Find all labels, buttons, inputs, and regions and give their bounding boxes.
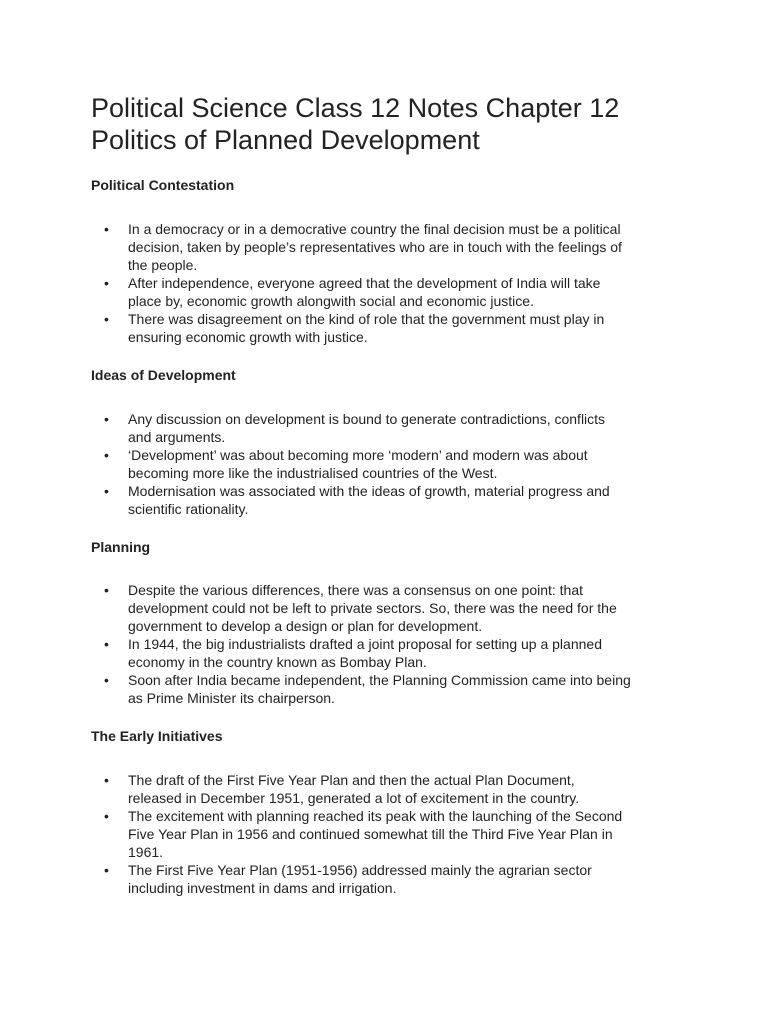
bullet-list	[91, 410, 691, 518]
list-item-text: as Prime Minister its chairperson.	[128, 690, 335, 706]
list-item-text: After independence, everyone agreed that the development of India will take	[128, 275, 601, 291]
list-item-text: decision, taken by people’s representatives who are in touch with the feelings of	[128, 239, 622, 255]
list-item	[91, 274, 691, 310]
list-item-text: becoming more like the industrialised countries of the West.	[128, 465, 498, 481]
list-item	[91, 635, 691, 671]
bullet-icon: •	[104, 808, 109, 824]
list-item-text: released in December 1951, generated a lot of excitement in the country.	[128, 790, 580, 806]
page-title	[91, 92, 731, 156]
bullet-list	[91, 771, 691, 897]
list-item-text: The excitement with planning reached its peak with the launching of the Second	[128, 808, 623, 824]
bullet-list	[91, 220, 691, 346]
list-item-text: economy in the country known as Bombay Plan.	[128, 654, 427, 670]
list-item-text: government to develop a design or plan for development.	[128, 618, 483, 634]
list-item-text: ‘Development’ was about becoming more ‘modern’ and modern was about	[128, 447, 588, 463]
list-item-text: The draft of the First Five Year Plan and then the actual Plan Document,	[128, 772, 575, 788]
bullet-icon: •	[104, 221, 109, 237]
list-item	[91, 220, 691, 274]
list-item	[91, 771, 691, 807]
list-item-text: In 1944, the big industrialists drafted a joint proposal for setting up a planned	[128, 636, 602, 652]
section-heading: Planning	[91, 539, 151, 555]
bullet-icon: •	[104, 582, 109, 598]
list-item-text: development could not be left to private sectors. So, there was the need for the	[128, 600, 617, 616]
bullet-icon: •	[104, 275, 109, 291]
list-item-text: scientific rationality.	[128, 501, 249, 517]
list-item	[91, 581, 691, 635]
list-item	[91, 446, 691, 482]
list-item-text: ensuring economic growth with justice.	[128, 329, 368, 345]
list-item-text: place by, economic growth alongwith social and economic justice.	[128, 293, 534, 309]
list-item	[91, 861, 691, 897]
bullet-icon: •	[104, 672, 109, 688]
bullet-icon: •	[104, 411, 109, 427]
list-item	[91, 807, 691, 861]
bullet-icon: •	[104, 636, 109, 652]
list-item-text: In a democracy or in a democrative country the final decision must be a political	[128, 221, 621, 237]
section-heading: The Early Initiatives	[91, 728, 223, 744]
list-item	[91, 482, 691, 518]
bullet-icon: •	[104, 311, 109, 327]
list-item-text: Soon after India became independent, the Planning Commission came into being	[128, 672, 631, 688]
bullet-icon: •	[104, 483, 109, 499]
list-item-text: Despite the various differences, there was a consensus on one point: that	[128, 582, 584, 598]
list-item-text: Five Year Plan in 1956 and continued somewhat till the Third Five Year Plan in	[128, 826, 613, 842]
list-item-text: The First Five Year Plan (1951-1956) addressed mainly the agrarian sector	[128, 862, 592, 878]
list-item-text: the people.	[128, 257, 198, 273]
title-line: Political Science Class 12 Notes Chapter 12	[91, 93, 620, 123]
bullet-icon: •	[104, 862, 109, 878]
section-heading: Ideas of Development	[91, 367, 236, 383]
title-line: Politics of Planned Development	[91, 125, 480, 155]
list-item	[91, 310, 691, 346]
list-item	[91, 671, 691, 707]
list-item-text: 1961.	[128, 844, 164, 860]
list-item-text: Any discussion on development is bound to generate contradictions, conflicts	[128, 411, 606, 427]
section-heading: Political Contestation	[91, 177, 235, 193]
list-item-text: There was disagreement on the kind of role that the government must play in	[128, 311, 605, 327]
list-item-text: Modernisation was associated with the ideas of growth, material progress and	[128, 483, 610, 499]
bullet-list	[91, 581, 691, 707]
list-item-text: and arguments.	[128, 429, 226, 445]
list-item-text: including investment in dams and irrigation.	[128, 880, 397, 896]
list-item	[91, 410, 691, 446]
bullet-icon: •	[104, 772, 109, 788]
bullet-icon: •	[104, 447, 109, 463]
